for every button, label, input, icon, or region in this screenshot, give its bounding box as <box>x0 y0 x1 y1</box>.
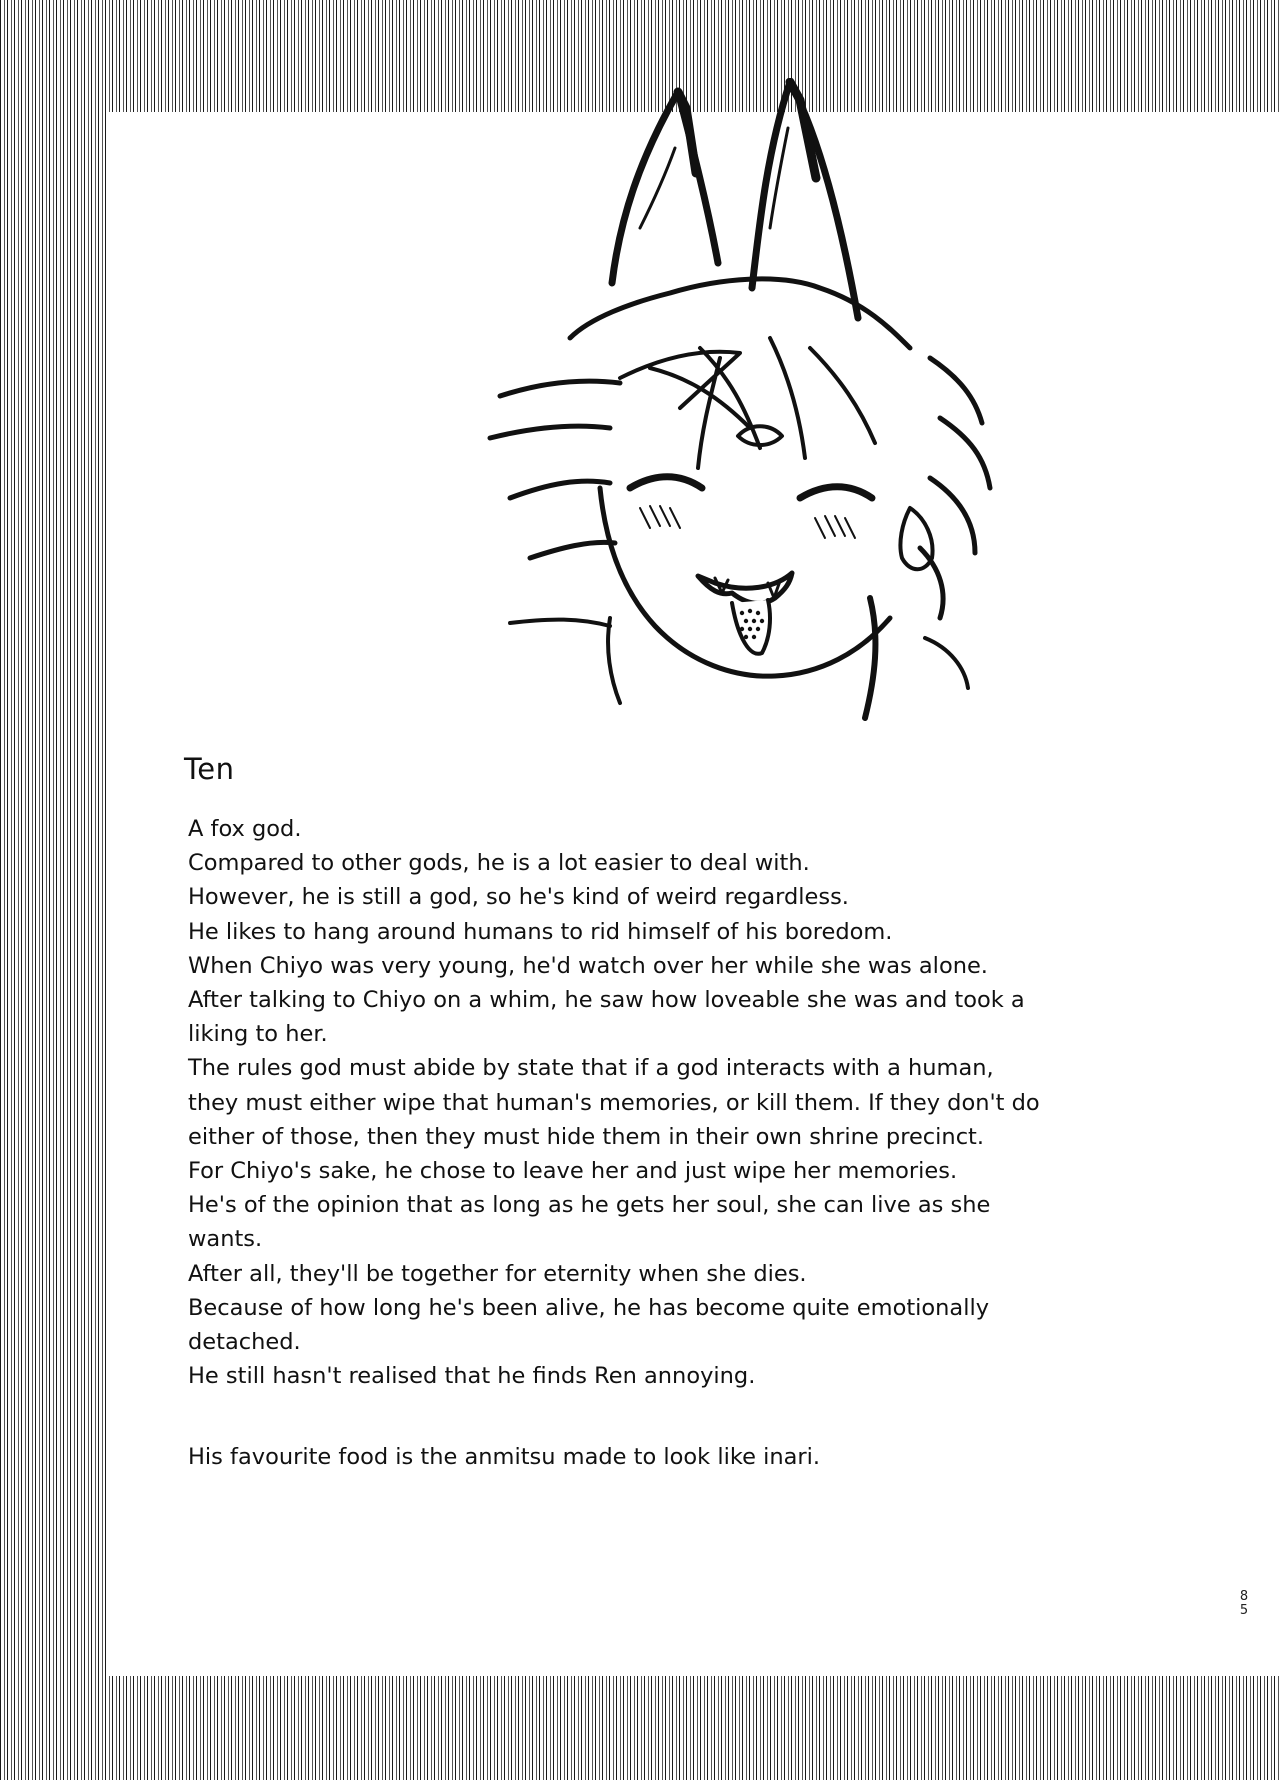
bio-line: After talking to Chiyo on a whim, he saw how loveable she was and took a <box>188 987 1025 1014</box>
tongue <box>732 600 770 654</box>
page-number-digit: 8 <box>1239 1589 1249 1604</box>
bio-line: Because of how long he's been alive, he has become quite emotionally <box>188 1294 990 1321</box>
right-eye <box>800 487 872 498</box>
character-name: Ten <box>184 752 235 786</box>
bio-line: The rules god must abide by state that if a god interacts with a human, <box>188 1055 994 1082</box>
character-bio <box>188 812 1108 1393</box>
bio-line: However, he is still a god, so he's kind of weird regardless. <box>188 884 849 911</box>
bio-line: A fox god. <box>188 816 302 842</box>
bio-line: For Chiyo's sake, he chose to leave her and just wipe her memories. <box>188 1158 958 1185</box>
bio-line: either of those, then they must hide them in their own shrine precinct. <box>188 1123 985 1150</box>
bio-line: wants. <box>188 1226 263 1253</box>
left-ear-outline <box>612 92 718 283</box>
bio-line: detached. <box>188 1329 301 1356</box>
bio-line: Compared to other gods, he is a lot easier to deal with. <box>188 850 810 877</box>
bottom-hatch-border <box>0 1676 1280 1780</box>
bio-line: they must either wipe that human's memories, or kill them. If they don't do <box>188 1089 1040 1116</box>
fox-god-illustration <box>470 78 1090 778</box>
favourite-food: His favourite food is the anmitsu made to look like inari. <box>188 1444 821 1470</box>
bio-line: When Chiyo was very young, he'd watch over her while she was alone. <box>188 952 988 979</box>
page-number <box>1237 1590 1251 1618</box>
bio-line: He still hasn't realised that he finds Ren annoying. <box>188 1363 756 1390</box>
left-hatch-border <box>0 0 108 1780</box>
bio-line: He's of the opinion that as long as he gets her soul, she can live as she <box>188 1192 991 1219</box>
left-eye <box>630 477 702 488</box>
page-number-digit: 5 <box>1239 1603 1249 1618</box>
bio-line: After all, they'll be together for eternity when she dies. <box>188 1260 807 1287</box>
bio-line: liking to her. <box>188 1021 328 1048</box>
bio-line: He likes to hang around humans to rid himself of his boredom. <box>188 918 893 945</box>
